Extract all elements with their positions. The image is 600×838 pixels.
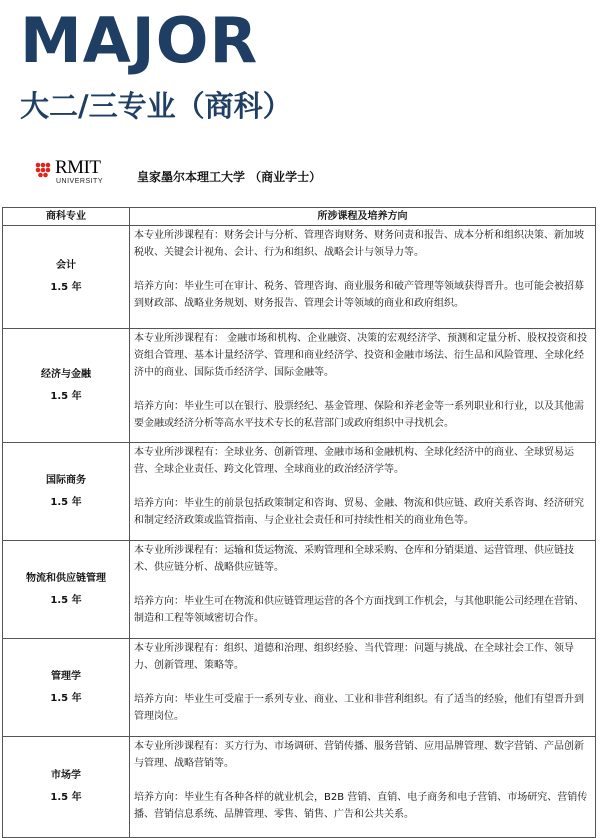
page-title: MAJOR	[20, 4, 259, 77]
major-duration: 1.5 年	[50, 692, 82, 704]
major-cell	[3, 541, 130, 639]
career-text: 培养方向：毕业生可受雇于一系列专业、商业、工业和非营利组织。有了适当的经验，他们有望晋升到管理岗位。	[134, 694, 584, 722]
table-row	[3, 443, 596, 541]
column-header-courses: 所涉课程及培养方向	[130, 208, 596, 226]
description-cell	[130, 737, 596, 838]
career-text: 培养方向：毕业生有各种各样的就业机会，B2B 营销、直销、电子商务和电子营销、市场研究、营销传播、营销信息系统、品牌管理、零售、销售、广告和公共关系。	[134, 792, 588, 820]
description-cell	[130, 329, 596, 443]
table-row	[3, 639, 596, 737]
major-cell	[3, 329, 130, 443]
major-duration: 1.5 年	[50, 496, 82, 508]
major-name: 经济与金融	[41, 368, 91, 380]
column-header-major: 商科专业	[3, 208, 130, 226]
page-subtitle: 大二/三专业（商科）	[20, 89, 292, 123]
courses-text: 本专业所涉课程有：买方行为、市场调研、营销传播、服务营销、应用品牌管理、数字营销、产品创新与管理、战略营销等。	[134, 741, 584, 769]
description-cell	[130, 443, 596, 541]
major-name: 市场学	[51, 770, 81, 781]
major-duration: 1.5 年	[50, 792, 82, 803]
courses-text: 本专业所涉课程有：财务会计与分析、管理咨询财务、财务问责和报告、成本分析和组织决策、新加坡税收、关键会计视角、会计、行为和组织、战略会计与领导力等。	[134, 230, 584, 258]
description-cell	[130, 541, 596, 639]
courses-text: 本专业所涉课程有： 金融市场和机构、企业融资、决策的宏观经济学、预测和定量分析、股权投资和投资组合管理、基本计量经济学、管理和商业经济学、投资和金融市场法、衍生品和风险管理、全球化经济中的商业、国际货币经济学、国际金融等。	[134, 333, 588, 378]
courses-text: 本专业所涉课程有：运输和货运物流、采购管理和全球采购、仓库和分销渠道、运营管理、供应链技术、供应链分析、战略供应链等。	[134, 545, 574, 573]
major-name: 国际商务	[46, 474, 86, 486]
logo-subtext: UNIVERSITY	[56, 178, 104, 185]
description-cell	[130, 639, 596, 737]
career-text: 培养方向：毕业生可在审计、税务、管理咨询、商业服务和破产管理等领域获得晋升。也可能会被招募到财政部、战略业务规划、财务报告、管理会计等领域的商业和政府组织。	[134, 281, 584, 309]
description-cell	[130, 226, 596, 329]
major-name: 会计	[56, 260, 76, 271]
major-cell	[3, 639, 130, 737]
table-row	[3, 541, 596, 639]
major-cell	[3, 443, 130, 541]
table-header-row	[3, 208, 596, 226]
major-name: 物流和供应链管理	[26, 572, 106, 584]
major-duration: 1.5 年	[50, 282, 82, 293]
table-row	[3, 329, 596, 443]
major-cell	[3, 226, 130, 329]
major-name: 管理学	[51, 670, 81, 682]
rmit-logo	[33, 157, 123, 190]
career-text: 培养方向：毕业生的前景包括政策制定和咨询、贸易、金融、物流和供应链、政府关系咨询、经济研究和制定经济政策或监管指南、与企业社会责任和可持续性相关的商业角色等。	[134, 498, 584, 526]
courses-text: 本专业所涉课程有：全球业务、创新管理、金融市场和金融机构、全球化经济中的商业、全球贸易运营、全球企业责任、跨文化管理、全球商业的政治经济学等。	[134, 447, 574, 475]
rmit-logo-icon	[33, 162, 53, 178]
majors-table	[2, 207, 596, 838]
logo-text: RMIT	[55, 157, 101, 178]
major-cell	[3, 737, 130, 838]
table-row	[3, 737, 596, 838]
table-row	[3, 226, 596, 329]
courses-text: 本专业所涉课程有：组织、道德和治理、组织经验、当代管理：问题与挑战、在全球社会工作、领导力、创新管理、策略等。	[134, 643, 574, 671]
major-duration: 1.5 年	[50, 594, 82, 606]
career-text: 培养方向：毕业生可以在银行、股票经纪、基金管理、保险和养老金等一系列职业和行业，以及其他需要金融或经济分析等高水平技术专长的私营部门或政府组织中寻找机会。	[134, 401, 584, 429]
university-name: 皇家墨尔本理工大学 （商业学士）	[137, 170, 322, 184]
major-duration: 1.5 年	[50, 390, 82, 402]
career-text: 培养方向：毕业生可在物流和供应链管理运营的各个方面找到工作机会，与其他职能公司经理在营销、制造和工程等领域密切合作。	[134, 596, 584, 624]
